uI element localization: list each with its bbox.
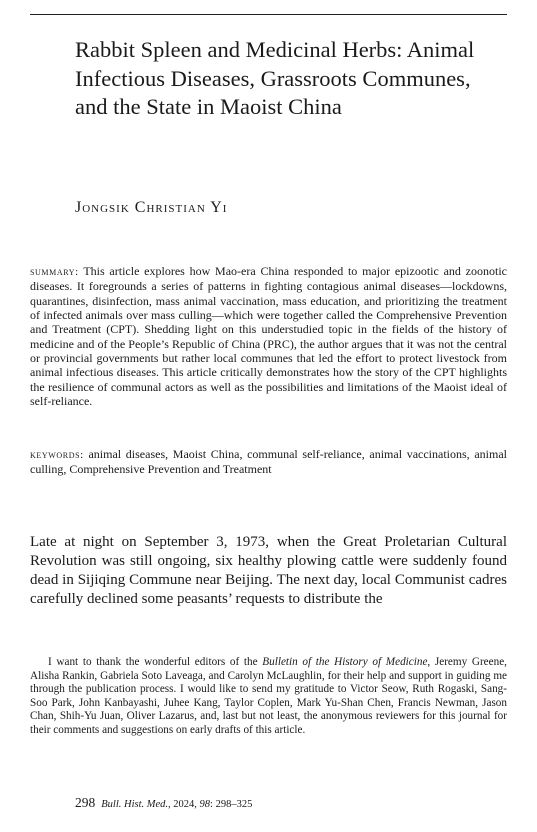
keywords-label: keywords: xyxy=(30,449,84,461)
keywords-text: animal diseases, Maoist China, communal self-reliance, animal vaccinations, animal culling, Comprehensive Prevention and Treatment xyxy=(30,447,507,477)
page-number: 298 xyxy=(75,795,96,810)
body-paragraph: Late at night on September 3, 1973, when the Great Proletarian Cultural Revolution was still ongoing, six healthy plowing cattle were suddenly found dead in Sijiqing Commune near Beijing. The next day, local Communist cadres carefully declined some peasants’ requests to distribute the xyxy=(30,534,507,607)
article-title: Rabbit Spleen and Medicinal Herbs: Animal Infectious Diseases, Grassroots Communes, and the State in Maoist China xyxy=(75,37,475,120)
journal-volume: 98 xyxy=(199,799,211,810)
author-name: Jongsik Christian Yi xyxy=(75,199,228,216)
summary-paragraph xyxy=(30,264,507,408)
footnote-journal-title: Bulletin of the History of Medicine xyxy=(262,656,428,668)
footnote-text-before: I want to thank the wonderful editors of the xyxy=(48,656,263,668)
journal-citation xyxy=(101,799,252,810)
journal-year: 2024, xyxy=(170,799,200,810)
journal-pages: : 298–325 xyxy=(210,799,253,810)
summary-text: This article explores how Mao-era China responded to major epizootic and zoonotic diseases. It foregrounds a series of patterns in fighting contagious animal diseases—lockdowns, quarantines, disinfection, mass animal vaccination, mass education, and prioritizing the treatment of infected animals over mass culling—which were together called the Comprehensive Prevention and Treatment (CPT). Shedding light on this understudied topic in the fields of the history of medicine and of the People’s Republic of China (PRC), the author argues that it was not the central or provincial governments but rather local communes that led the effort to protect livestock from animal infectious diseases. This article critically demonstrates how the story of the CPT highlights the resilience of communal actors as well as the possibilities and limitations of the Maoist ideal of self-reliance. xyxy=(30,264,507,409)
journal-abbrev: Bull. Hist. Med., xyxy=(101,799,171,810)
page-footer xyxy=(75,795,252,811)
keywords-paragraph xyxy=(30,447,507,477)
acknowledgement-footnote xyxy=(30,656,507,738)
footnote-text-after: , Jeremy Greene, Alisha Rankin, Gabriela Soto Laveaga, and Carolyn McLaughlin, for their help and support in guiding me through the publication process. I would like to send my gratitude to Victor Seow, Ruth Rogaski, Sang-Soo Park, John Kanbayashi, Juhee Kang, Taylor Coplen, Mark Yu-Shan Chen, Francis Newman, Jason Chan, Shih-Yu Juan, Oliver Lazarus, and, last but not least, the anonymous reviewers for this journal for their comments and suggestions on early drafts of this article. xyxy=(30,656,507,736)
top-rule xyxy=(30,14,507,15)
summary-label: summary: xyxy=(30,266,79,278)
